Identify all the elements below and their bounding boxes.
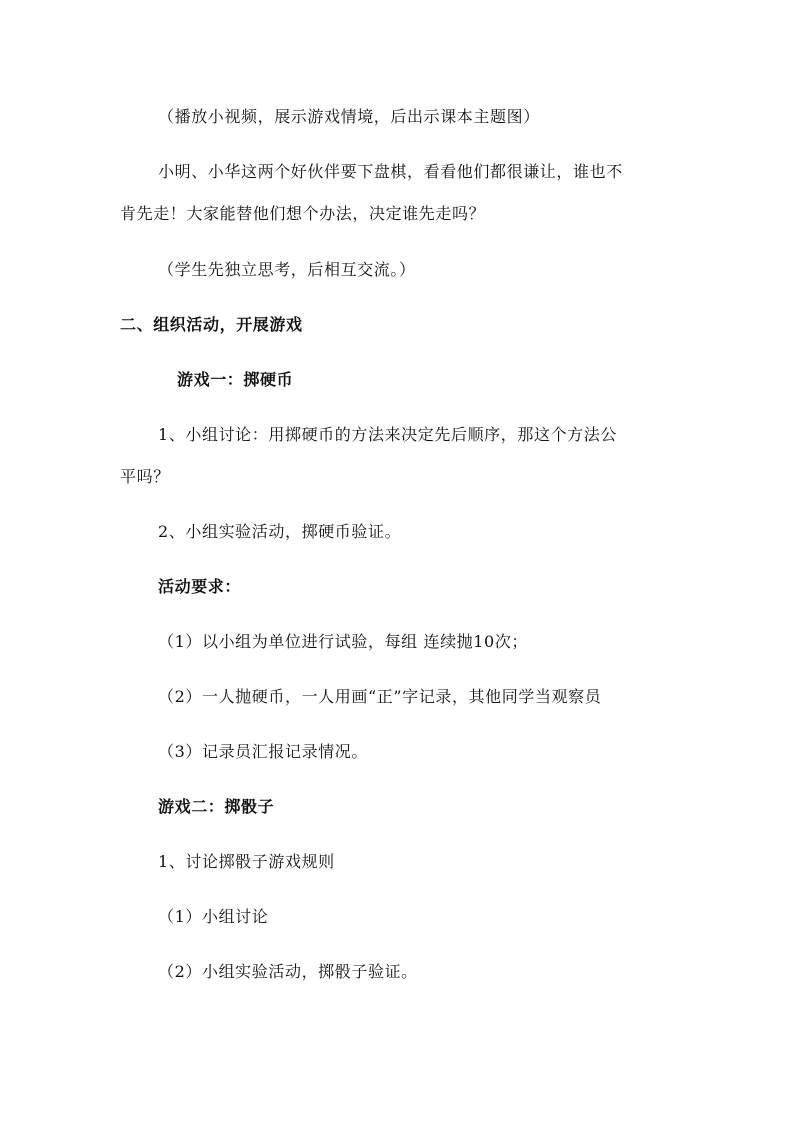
requirement-3: （3）记录员汇报记录情况。 — [158, 742, 368, 761]
game-1-item-2: 2、小组实验活动，掷硬币验证。 — [158, 522, 402, 541]
requirement-1: （1）以小组为单位进行试验，每组 连续抛10次； — [158, 632, 529, 651]
game-1-item-1-line-1: 1、小组讨论：用掷硬币的方法来决定先后顺序，那这个方法公 — [158, 425, 617, 444]
game-1-item-1-line-2: 平吗？ — [120, 467, 170, 486]
game-2-sub-item-2: （2）小组实验活动，掷骰子验证。 — [158, 962, 418, 981]
intro-stage-note: （播放小视频，展示游戏情境，后出示课本主题图） — [158, 107, 540, 126]
game-2-item-1: 1、讨论掷骰子游戏规则 — [158, 852, 335, 871]
activity-requirements-heading: 活动要求： — [158, 577, 242, 596]
story-paragraph-line-2: 肯先走！大家能替他们想个办法，决定谁先走吗？ — [120, 204, 486, 223]
game-2-heading: 游戏二：掷骰子 — [158, 797, 275, 816]
game-2-sub-item-1: （1）小组讨论 — [158, 907, 269, 926]
requirement-2: （2）一人抛硬币，一人用画“正”字记录，其他同学当观察员 — [158, 687, 602, 706]
game-1-heading: 游戏一：掷硬币 — [177, 370, 294, 389]
story-paragraph-line-1: 小明、小华这两个好伙伴要下盘棋，看看他们都很谦让，谁也不 — [158, 162, 623, 181]
section-2-heading: 二、组织活动，开展游戏 — [120, 315, 303, 334]
student-think-note: （学生先独立思考，后相互交流。） — [158, 260, 416, 279]
